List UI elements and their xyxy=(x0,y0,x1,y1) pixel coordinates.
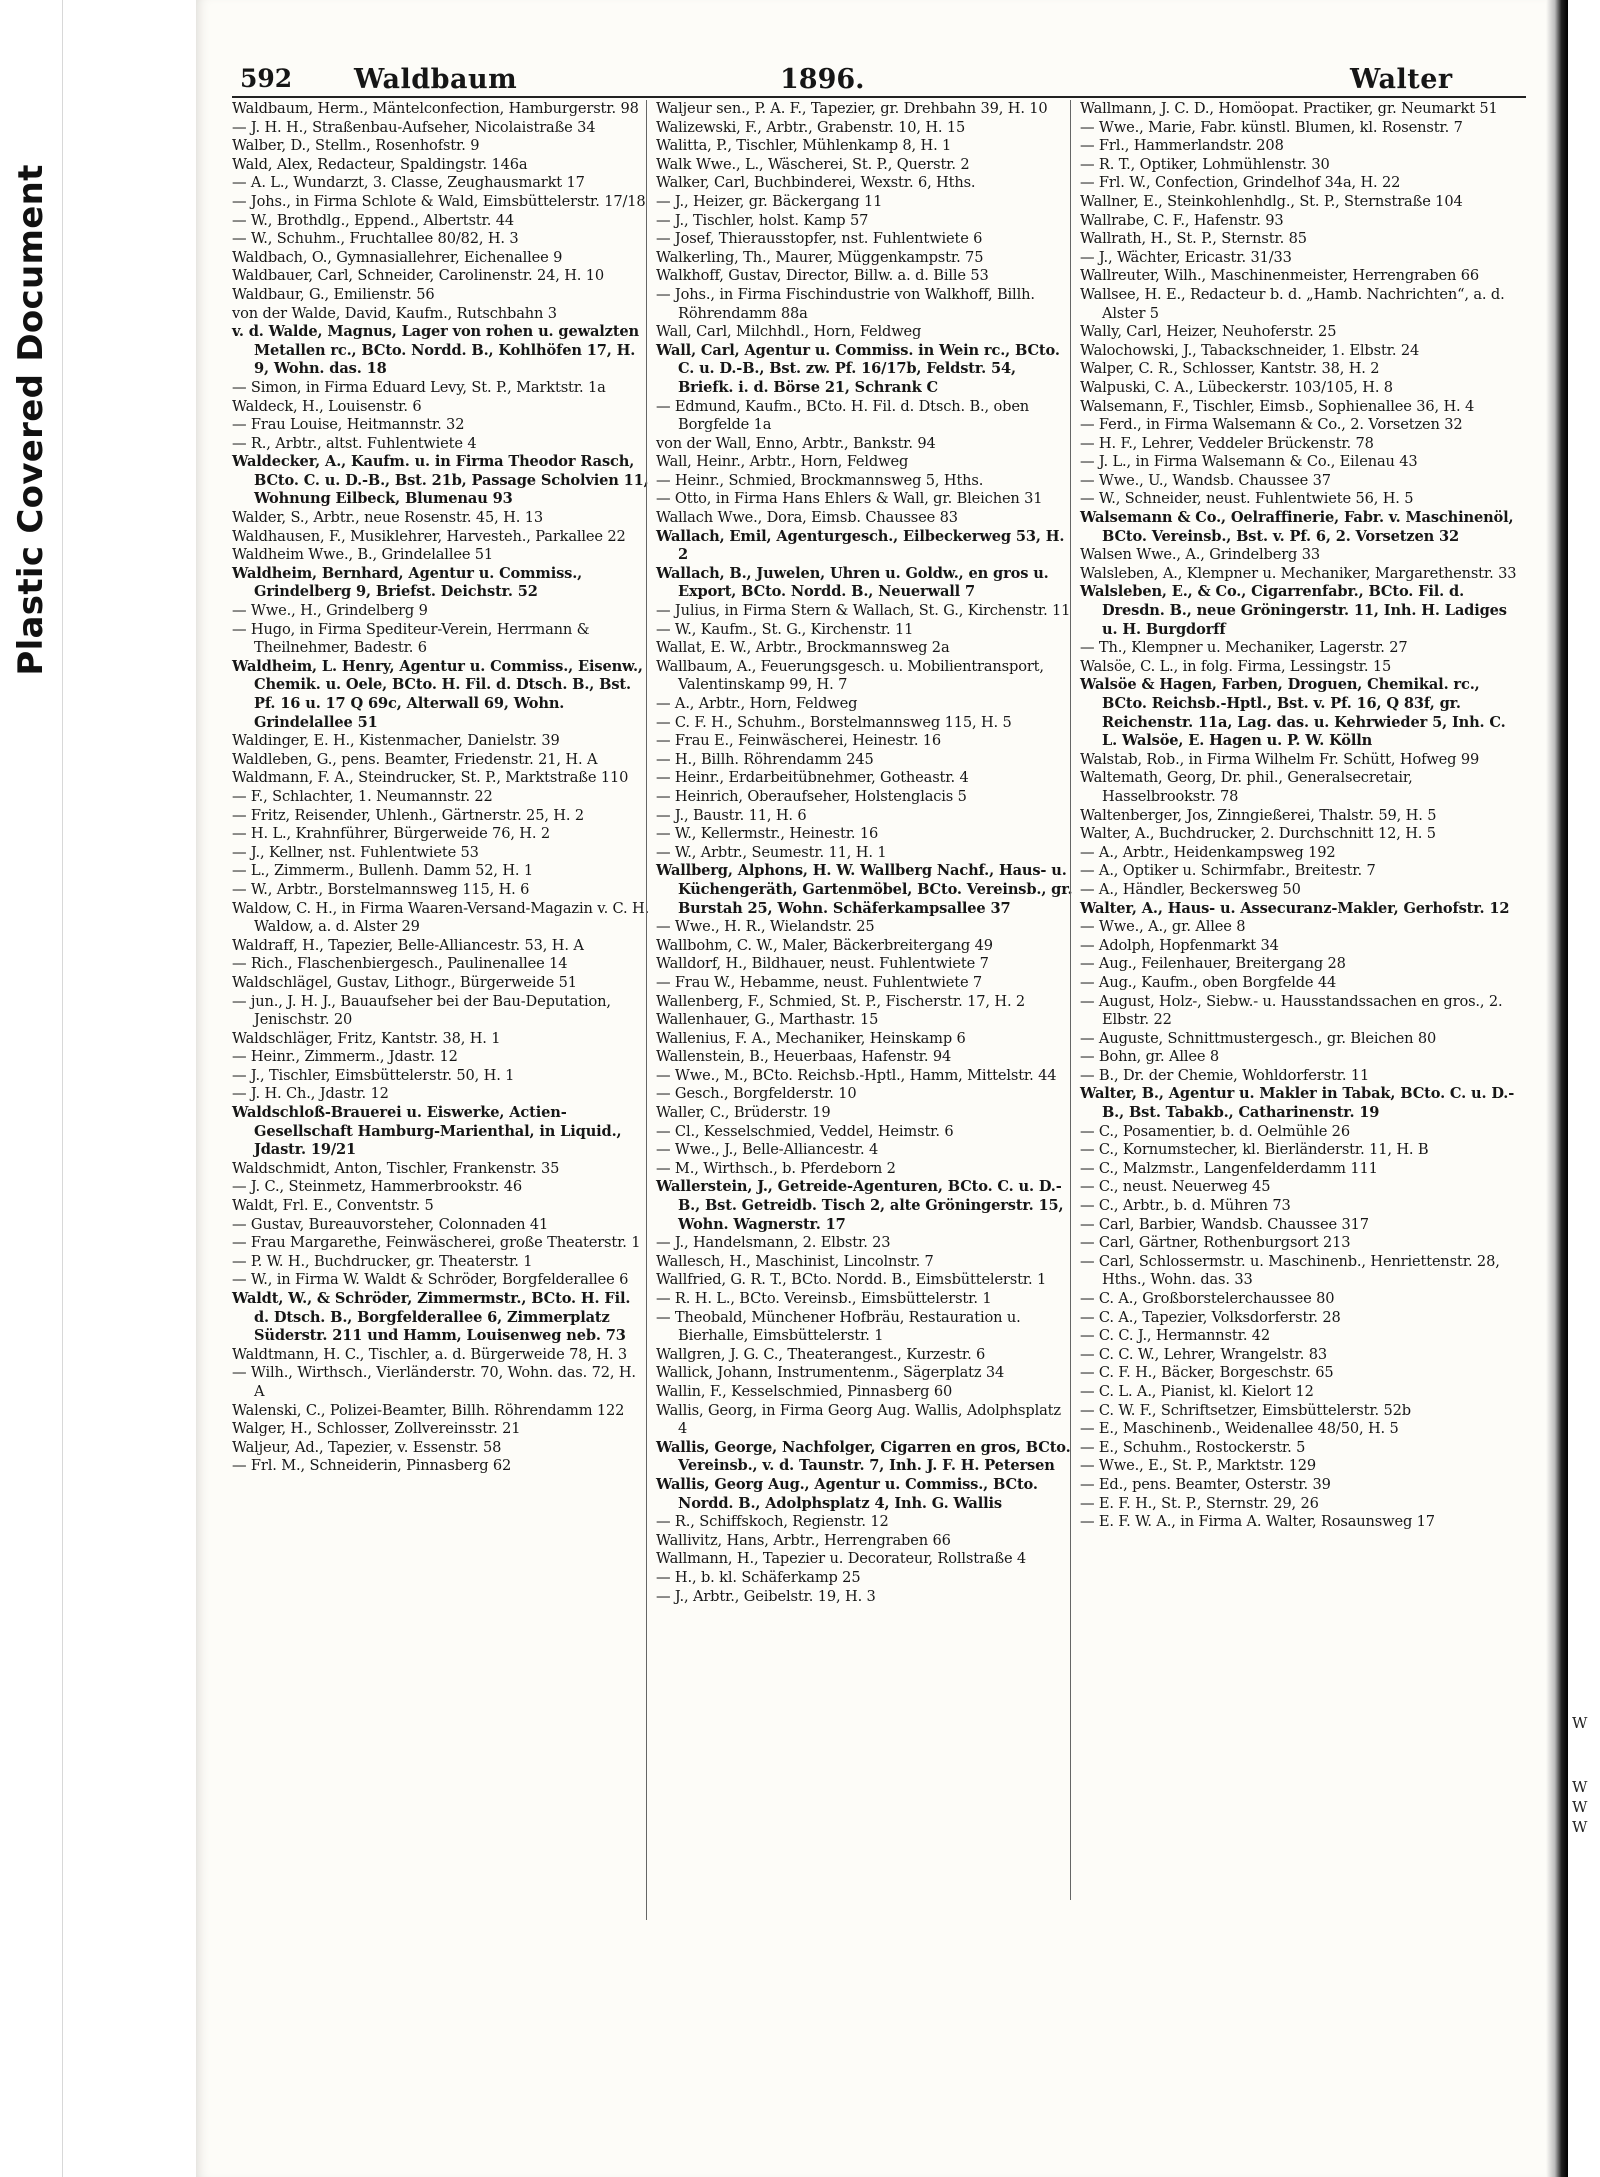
directory-entry: Wallin, F., Kesselschmied, Pinnasberg 60 xyxy=(656,1382,953,1400)
column-divider xyxy=(646,100,647,1920)
directory-entry: Waldschloß-Brauerei u. Eiswerke, Actien-Gesellschaft Hamburg-Marienthal, in Liquid., Jdastr. 19/21 xyxy=(232,1104,622,1159)
directory-entry: — C., Posamentier, b. d. Oelmühle 26 xyxy=(1080,1122,1350,1140)
side-label: Plastic Covered Document xyxy=(11,164,51,676)
directory-entry: Walsemann, F., Tischler, Eimsb., Sophienallee 36, H. 4 xyxy=(1080,397,1475,415)
directory-entry: — Hugo, in Firma Spediteur-Verein, Herrmann & Theilnehmer, Badestr. 6 xyxy=(232,620,590,657)
directory-entry: Waldbaum, Herm., Mäntelconfection, Hamburgerstr. 98 xyxy=(232,100,639,117)
directory-entry: — H., b. kl. Schäferkamp 25 xyxy=(656,1568,861,1586)
facing-page-fragment: W xyxy=(1572,1714,1588,1732)
directory-entry: Wallenberg, F., Schmied, St. P., Fischerstr. 17, H. 2 xyxy=(656,992,1026,1010)
directory-entry: — Aug., Kaufm., oben Borgfelde 44 xyxy=(1080,973,1337,991)
directory-entry: — W., Kaufm., St. G., Kirchenstr. 11 xyxy=(656,620,914,638)
directory-entry: — J., Handelsmann, 2. Elbstr. 23 xyxy=(656,1234,891,1252)
directory-entry: — Bohn, gr. Allee 8 xyxy=(1080,1048,1220,1066)
directory-entry: — H., Billh. Röhrendamm 245 xyxy=(656,750,874,768)
left-catchword: Waldbaum xyxy=(354,64,518,95)
directory-entry: — Heinr., Zimmerm., Jdastr. 12 xyxy=(232,1048,458,1066)
directory-entry: Wald, Alex, Redacteur, Spaldingstr. 146a xyxy=(232,155,528,173)
directory-entry: Waldbach, O., Gymnasiallehrer, Eichenallee 9 xyxy=(232,248,563,266)
directory-entry: — J., Wächter, Ericastr. 31/33 xyxy=(1080,248,1292,266)
directory-entry: — H. L., Krahnführer, Bürgerweide 76, H. 2 xyxy=(232,825,550,843)
directory-entry: Walber, D., Stellm., Rosenhofstr. 9 xyxy=(232,137,480,155)
directory-entry: Walger, H., Schlosser, Zollvereinsstr. 21 xyxy=(232,1420,521,1438)
right-catchword: Walter xyxy=(1350,64,1453,95)
directory-entry: — C., Kornumstecher, kl. Bierländerstr. 11, H. B xyxy=(1080,1141,1429,1159)
directory-entry: — jun., J. H. J., Bauaufseher bei der Bau-Deputation, Jenischstr. 20 xyxy=(232,992,611,1029)
directory-entry: — C., Malzmstr., Langenfelderdamm 111 xyxy=(1080,1159,1378,1177)
directory-entry: — Simon, in Firma Eduard Levy, St. P., Marktstr. 1a xyxy=(232,378,606,396)
directory-entry: Waldheim, Bernhard, Agentur u. Commiss., Grindelberg 9, Briefst. Deichstr. 52 xyxy=(232,564,583,601)
directory-entry: Waldschläger, Fritz, Kantstr. 38, H. 1 xyxy=(232,1029,501,1047)
directory-entry: Wallenius, F. A., Mechaniker, Heinskamp 6 xyxy=(656,1029,966,1047)
directory-entry: — J., Kellner, nst. Fuhlentwiete 53 xyxy=(232,843,479,861)
directory-entry: — Otto, in Firma Hans Ehlers & Wall, gr. Bleichen 31 xyxy=(656,490,1043,508)
directory-entry: — B., Dr. der Chemie, Wohldorferstr. 11 xyxy=(1080,1066,1370,1084)
directory-entry: Wallerstein, J., Getreide-Agenturen, BCto. C. u. D.-B., Bst. Getreidb. Tisch 2, alte Gröningerstr. 15, Wohn. Wagnerstr. 17 xyxy=(656,1178,1064,1233)
directory-entry: Walsemann & Co., Oelraffinerie, Fabr. v. Maschinenöl, BCto. Vereinsb., Bst. v. Pf. 6, 2. Vorsetzen 32 xyxy=(1080,509,1514,545)
directory-entry: — Gustav, Bureauvorsteher, Colonnaden 41 xyxy=(232,1215,549,1233)
directory-entry: — J., Heizer, gr. Bäckergang 11 xyxy=(656,192,883,210)
directory-entry: von der Wall, Enno, Arbtr., Bankstr. 94 xyxy=(656,434,936,452)
directory-entry: — Carl, Barbier, Wandsb. Chaussee 317 xyxy=(1080,1215,1369,1233)
directory-entry: Walochowski, J., Tabackschneider, 1. Elbstr. 24 xyxy=(1080,341,1420,359)
directory-entry: Walk Wwe., L., Wäscherei, St. P., Querstr. 2 xyxy=(656,155,970,173)
directory-entry: — Theobald, Münchener Hofbräu, Restauration u. Bierhalle, Eimsbüttelerstr. 1 xyxy=(656,1308,1021,1345)
directory-entry: — Cl., Kesselschmied, Veddel, Heimstr. 6 xyxy=(656,1122,954,1140)
directory-entry: Walsleben, E., & Co., Cigarrenfabr., BCto. Fil. d. Dresdn. B., neue Gröningerstr. 11, Inh. H. Ladiges u. H. Burgdorff xyxy=(1080,583,1507,638)
scanner-side-strip xyxy=(0,0,63,2177)
directory-entry: Wallick, Johann, Instrumentenm., Sägerplatz 34 xyxy=(656,1364,1005,1382)
directory-entry: Walsöe & Hagen, Farben, Droguen, Chemikal. rc., BCto. Reichsb.-Hptl., Bst. v. Pf. 16, Q 83f, gr. Reichenstr. 11a, Lag. das. u. Kehrwieder 5, Inh. C. L. Walsöe, E. Hagen u. P. W. Kölln xyxy=(1080,676,1506,750)
directory-entry: Wallach, B., Juwelen, Uhren u. Goldw., en gros u. Export, BCto. Nordd. B., Neuerwall 7 xyxy=(656,564,1049,601)
directory-entry: — J., Arbtr., Geibelstr. 19, H. 3 xyxy=(656,1587,876,1605)
directory-entry: — Frau W., Hebamme, neust. Fuhlentwiete 7 xyxy=(656,973,983,991)
directory-entry: — C. A., Tapezier, Volksdorferstr. 28 xyxy=(1080,1308,1341,1326)
directory-entry: Walsleben, A., Klempner u. Mechaniker, Margarethenstr. 33 xyxy=(1080,564,1517,582)
directory-entry: — Adolph, Hopfenmarkt 34 xyxy=(1080,936,1279,954)
directory-entry: Waldecker, A., Kaufm. u. in Firma Theodor Rasch, BCto. C. u. D.-B., Bst. 21b, Passage Scholvien 11, Wohnung Eilbeck, Blumenau 93 xyxy=(232,453,649,508)
directory-entry: — J., Baustr. 11, H. 6 xyxy=(656,806,807,824)
directory-entry: — W., Kellermstr., Heinestr. 16 xyxy=(656,825,879,843)
directory-entry: Walizewski, F., Arbtr., Grabenstr. 10, H. 15 xyxy=(656,118,966,136)
directory-entry: Walstab, Rob., in Firma Wilhelm Fr. Schütt, Hofweg 99 xyxy=(1080,750,1480,768)
directory-entry: Wallsee, H. E., Redacteur b. d. „Hamb. Nachrichten“, a. d. Alster 5 xyxy=(1080,285,1505,322)
directory-entry: Waldschlägel, Gustav, Lithogr., Bürgerweide 51 xyxy=(232,973,577,991)
directory-entry: — Aug., Feilenhauer, Breitergang 28 xyxy=(1080,955,1346,973)
directory-entry: — Ed., pens. Beamter, Osterstr. 39 xyxy=(1080,1475,1331,1493)
directory-entry: — Frl. M., Schneiderin, Pinnasberg 62 xyxy=(232,1457,512,1475)
directory-entry: Wall, Heinr., Arbtr., Horn, Feldweg xyxy=(656,453,909,471)
directory-entry: — Heinrich, Oberaufseher, Holstenglacis 5 xyxy=(656,787,967,805)
directory-entry: — Wwe., M., BCto. Reichsb.-Hptl., Hamm, Mittelstr. 44 xyxy=(656,1066,1057,1084)
directory-entry: — C. F. H., Schuhm., Borstelmannsweg 115, H. 5 xyxy=(656,713,1012,731)
directory-entry: Wallrabe, C. F., Hafenstr. 93 xyxy=(1080,211,1284,229)
directory-entry: — P. W. H., Buchdrucker, gr. Theaterstr. 1 xyxy=(232,1252,533,1270)
directory-entry: Wallbaum, A., Feuerungsgesch. u. Mobilientransport, Valentinskamp 99, H. 7 xyxy=(656,657,1044,694)
directory-entry: — C. C. J., Hermannstr. 42 xyxy=(1080,1327,1271,1345)
directory-entry: Waltemath, Georg, Dr. phil., Generalsecretair, Hasselbrookstr. 78 xyxy=(1080,769,1413,805)
directory-entry: Wallberg, Alphons, H. W. Wallberg Nachf., Haus- u. Küchengeräth, Gartenmöbel, BCto. Vereinsb., gr. Burstah 25, Wohn. Schäferkampsallee 37 xyxy=(656,862,1073,917)
directory-entry: Wallach Wwe., Dora, Eimsb. Chaussee 83 xyxy=(656,509,958,527)
directory-entry: Waldow, C. H., in Firma Waaren-Versand-Magazin v. C. H. Waldow, a. d. Alster 29 xyxy=(232,899,650,936)
directory-entry: — Wwe., J., Belle-Alliancestr. 4 xyxy=(656,1141,879,1159)
directory-entry: — W., Arbtr., Seumestr. 11, H. 1 xyxy=(656,843,887,861)
directory-entry: Walkerling, Th., Maurer, Müggenkampstr. 75 xyxy=(656,248,984,266)
directory-entry: Waldmann, F. A., Steindrucker, St. P., Marktstraße 110 xyxy=(232,769,629,787)
directory-entry: — W., Schneider, neust. Fuhlentwiete 56, H. 5 xyxy=(1080,490,1414,508)
directory-entry: Walker, Carl, Buchbinderei, Wexstr. 6, Hths. xyxy=(656,174,976,192)
directory-entry: — August, Holz-, Siebw.- u. Hausstandssachen en gros., 2. Elbstr. 22 xyxy=(1080,992,1503,1029)
directory-entry: — R., Arbtr., altst. Fuhlentwiete 4 xyxy=(232,434,477,452)
directory-entry: — Wwe., U., Wandsb. Chaussee 37 xyxy=(1080,471,1331,489)
directory-entry: — Carl, Schlossermstr. u. Maschinenb., Henriettenstr. 28, Hths., Wohn. das. 33 xyxy=(1080,1252,1500,1289)
facing-page-fragment: W xyxy=(1572,1798,1588,1816)
directory-entry: Walder, S., Arbtr., neue Rosenstr. 45, H. 13 xyxy=(232,509,543,527)
directory-entry: — Heinr., Erdarbeitübnehmer, Gotheastr. 4 xyxy=(656,769,969,787)
directory-entry: Wallmann, J. C. D., Homöopat. Practiker, gr. Neumarkt 51 xyxy=(1080,100,1498,117)
directory-entry: Wallreuter, Wilh., Maschinenmeister, Herrengraben 66 xyxy=(1080,267,1480,285)
directory-entry: v. d. Walde, Magnus, Lager von rohen u. gewalzten Metallen rc., BCto. Nordd. B., Kohlhöfen 17, H. 9, Wohn. das. 18 xyxy=(232,323,640,378)
directory-entry: Wallenhauer, G., Marthastr. 15 xyxy=(656,1011,879,1029)
directory-entry: — E., Schuhm., Rostockerstr. 5 xyxy=(1080,1438,1306,1456)
directory-column-2 xyxy=(656,100,1074,1606)
directory-entry: Wall, Carl, Agentur u. Commiss. in Wein rc., BCto. C. u. D.-B., Bst. zw. Pf. 16/17b, Feldstr. 54, Briefk. i. d. Börse 21, Schrank C xyxy=(656,341,1060,396)
directory-entry: Wallat, E. W., Arbtr., Brockmannsweg 2a xyxy=(656,639,950,657)
directory-entry: — Frau Louise, Heitmannstr. 32 xyxy=(232,416,465,434)
directory-entry: von der Walde, David, Kaufm., Rutschbahn 3 xyxy=(232,304,557,322)
facing-page-fragment: W xyxy=(1572,1778,1588,1796)
directory-entry: — A., Händler, Beckersweg 50 xyxy=(1080,880,1301,898)
directory-entry: — R., Schiffskoch, Regienstr. 12 xyxy=(656,1513,889,1531)
directory-entry: — E. F. W. A., in Firma A. Walter, Rosaunsweg 17 xyxy=(1080,1513,1435,1531)
directory-entry: Wallis, George, Nachfolger, Cigarren en gros, BCto. Vereinsb., v. d. Taunstr. 7, Inh. J. F. H. Petersen xyxy=(656,1438,1071,1475)
directory-entry: — A., Arbtr., Horn, Feldweg xyxy=(656,695,858,712)
header-rule xyxy=(232,96,1526,98)
directory-entry: — Wwe., H., Grindelberg 9 xyxy=(232,602,428,620)
directory-entry: — W., Schuhm., Fruchtallee 80/82, H. 3 xyxy=(232,230,519,248)
directory-entry: Walter, A., Buchdrucker, 2. Durchschnitt 12, H. 5 xyxy=(1080,825,1436,843)
directory-entry: — J. L., in Firma Walsemann & Co., Eilenau 43 xyxy=(1080,453,1418,471)
directory-entry: Walter, B., Agentur u. Makler in Tabak, BCto. C. u. D.-B., Bst. Tabakb., Catharinenstr. 19 xyxy=(1080,1085,1515,1122)
directory-entry: — F., Schlachter, 1. Neumannstr. 22 xyxy=(232,787,493,805)
column-divider xyxy=(1070,100,1071,1900)
directory-entry: Waldtmann, H. C., Tischler, a. d. Bürgerweide 78, H. 3 xyxy=(232,1345,628,1363)
directory-entry: — J. C., Steinmetz, Hammerbrookstr. 46 xyxy=(232,1178,522,1196)
directory-entry: Waljeur sen., P. A. F., Tapezier, gr. Drehbahn 39, H. 10 xyxy=(656,100,1048,117)
directory-entry: — C. C. W., Lehrer, Wrangelstr. 83 xyxy=(1080,1345,1327,1363)
directory-entry: Waldbauer, Carl, Schneider, Carolinenstr. 24, H. 10 xyxy=(232,267,605,285)
directory-entry: — J. H. Ch., Jdastr. 12 xyxy=(232,1085,389,1103)
directory-entry: — J., Tischler, holst. Kamp 57 xyxy=(656,211,869,229)
directory-entry: — Wilh., Wirthsch., Vierländerstr. 70, Wohn. das. 72, H. A xyxy=(232,1364,636,1400)
directory-entry: Waldeck, H., Louisenstr. 6 xyxy=(232,397,422,415)
directory-entry: — R. H. L., BCto. Vereinsb., Eimsbüttelerstr. 1 xyxy=(656,1290,992,1307)
directory-entry: — Th., Klempner u. Mechaniker, Lagerstr. 27 xyxy=(1080,639,1408,657)
directory-entry: — Frl. W., Confection, Grindelhof 34a, H. 22 xyxy=(1080,174,1401,192)
directory-entry: — J. H. H., Straßenbau-Aufseher, Nicolaistraße 34 xyxy=(232,118,596,136)
directory-entry: Walkhoff, Gustav, Director, Billw. a. d. Bille 53 xyxy=(656,267,989,285)
directory-entry: Wallgren, J. G. C., Theaterangest., Kurzestr. 6 xyxy=(656,1345,986,1363)
directory-entry: Waltenberger, Jos, Zinngießerei, Thalstr. 59, H. 5 xyxy=(1080,806,1437,824)
directory-entry: — Gesch., Borgfelderstr. 10 xyxy=(656,1085,857,1103)
page-number: 592 xyxy=(240,64,293,93)
directory-entry: Walter, A., Haus- u. Assecuranz-Makler, Gerhofstr. 12 xyxy=(1080,899,1510,917)
directory-entry: — J., Tischler, Eimsbüttelerstr. 50, H. 1 xyxy=(232,1066,515,1084)
directory-entry: — E. F. H., St. P., Sternstr. 29, 26 xyxy=(1080,1494,1319,1512)
directory-entry: Waldt, W., & Schröder, Zimmermstr., BCto. H. Fil. d. Dtsch. B., Borgfelderallee 6, Zimmerplatz Süderstr. 211 und Hamm, Louisenweg neb. 73 xyxy=(232,1290,631,1345)
book-gutter xyxy=(1546,0,1568,2177)
running-header xyxy=(232,58,1526,98)
directory-entry: — E., Maschinenb., Weidenallee 48/50, H. 5 xyxy=(1080,1420,1399,1438)
directory-entry: — Rich., Flaschenbiergesch., Paulinenallee 14 xyxy=(232,955,568,973)
directory-entry: Wall, Carl, Milchhdl., Horn, Feldweg xyxy=(656,323,922,341)
directory-entry: — A. L., Wundarzt, 3. Classe, Zeughausmarkt 17 xyxy=(232,174,585,192)
directory-entry: — Edmund, Kaufm., BCto. H. Fil. d. Dtsch. B., oben Borgfelde 1a xyxy=(656,397,1030,434)
directory-entry: Waldheim Wwe., B., Grindelallee 51 xyxy=(232,546,494,564)
directory-entry: — L., Zimmerm., Bullenh. Damm 52, H. 1 xyxy=(232,862,534,880)
directory-entry: Wallner, E., Steinkohlenhdlg., St. P., Sternstraße 104 xyxy=(1080,192,1463,210)
directory-entry: Waller, C., Brüderstr. 19 xyxy=(656,1104,831,1122)
directory-entry: — Johs., in Firma Schlote & Wald, Eimsbüttelerstr. 17/18 xyxy=(232,192,646,210)
directory-entry: — Heinr., Schmied, Brockmannsweg 5, Hths. xyxy=(656,471,984,489)
directory-entry: Walsöe, C. L., in folg. Firma, Lessingstr. 15 xyxy=(1080,657,1392,675)
directory-entry: — C. W. F., Schriftsetzer, Eimsbüttelerstr. 52b xyxy=(1080,1401,1411,1419)
directory-entry: Wallfried, G. R. T., BCto. Nordd. B., Eimsbüttelerstr. 1 xyxy=(656,1271,1047,1289)
directory-entry: — C., neust. Neuerweg 45 xyxy=(1080,1178,1271,1196)
directory-entry: Waldhausen, F., Musiklehrer, Harvesteh., Parkallee 22 xyxy=(232,527,626,545)
directory-entry: Waldschmidt, Anton, Tischler, Frankenstr. 35 xyxy=(232,1159,560,1177)
directory-entry: — C. F. H., Bäcker, Borgeschstr. 65 xyxy=(1080,1364,1334,1382)
directory-entry: Walper, C. R., Schlosser, Kantstr. 38, H. 2 xyxy=(1080,360,1380,378)
directory-entry: — R. T., Optiker, Lohmühlenstr. 30 xyxy=(1080,155,1330,173)
directory-entry: Wallenstein, B., Heuerbaas, Hafenstr. 94 xyxy=(656,1048,952,1066)
directory-entry: Walenski, C., Polizei-Beamter, Billh. Röhrendamm 122 xyxy=(232,1401,625,1419)
directory-entry: — C., Arbtr., b. d. Mühren 73 xyxy=(1080,1197,1291,1215)
directory-entry: Walsen Wwe., A., Grindelberg 33 xyxy=(1080,546,1320,564)
directory-entry: Wallmann, H., Tapezier u. Decorateur, Rollstraße 4 xyxy=(656,1550,1027,1568)
directory-entry: — Fritz, Reisender, Uhlenh., Gärtnerstr. 25, H. 2 xyxy=(232,806,584,824)
directory-entry: — M., Wirthsch., b. Pferdeborn 2 xyxy=(656,1159,896,1177)
directory-column-1 xyxy=(232,100,650,1476)
directory-entry: Walitta, P., Tischler, Mühlenkamp 8, H. 1 xyxy=(656,137,952,155)
directory-entry: — Frl., Hammerlandstr. 208 xyxy=(1080,137,1284,155)
directory-entry: — A., Optiker u. Schirmfabr., Breitestr. 7 xyxy=(1080,862,1376,880)
directory-entry: Waldheim, L. Henry, Agentur u. Commiss., Eisenw., Chemik. u. Oele, BCto. H. Fil. d. Dtsch. B., Bst. Pf. 16 u. 17 Q 69c, Alterwall 69, Wohn. Grindelallee 51 xyxy=(232,657,643,731)
directory-entry: Wally, Carl, Heizer, Neuhoferstr. 25 xyxy=(1080,323,1337,341)
directory-entry: — Wwe., A., gr. Allee 8 xyxy=(1080,918,1246,936)
directory-entry: — C. L. A., Pianist, kl. Kielort 12 xyxy=(1080,1382,1314,1400)
directory-entry: — W., Brothdlg., Eppend., Albertstr. 44 xyxy=(232,211,514,229)
directory-entry: Wallis, Georg Aug., Agentur u. Commiss., BCto. Nordd. B., Adolphsplatz 4, Inh. G. Wallis xyxy=(656,1475,1038,1512)
directory-entry: — Auguste, Schnittmustergesch., gr. Bleichen 80 xyxy=(1080,1029,1437,1047)
directory-entry: Waldraff, H., Tapezier, Belle-Alliancestr. 53, H. A xyxy=(232,936,584,954)
directory-entry: — H. F., Lehrer, Veddeler Brückenstr. 78 xyxy=(1080,434,1374,452)
directory-entry: Wallach, Emil, Agenturgesch., Eilbeckerweg 53, H. 2 xyxy=(656,527,1065,564)
directory-column-3 xyxy=(1080,100,1520,1532)
facing-page-edge xyxy=(1568,0,1600,2177)
facing-page-fragment: W xyxy=(1572,1818,1588,1836)
directory-entry: Wallbohm, C. W., Maler, Bäckerbreitergang 49 xyxy=(656,936,993,954)
directory-entry: Waldbaur, G., Emilienstr. 56 xyxy=(232,285,435,303)
directory-entry: — Frau E., Feinwäscherei, Heinestr. 16 xyxy=(656,732,942,750)
year-heading: 1896. xyxy=(780,64,865,95)
directory-entry: Walldorf, H., Bildhauer, neust. Fuhlentwiete 7 xyxy=(656,955,989,973)
directory-entry: — W., Arbtr., Borstelmannsweg 115, H. 6 xyxy=(232,880,530,898)
directory-entry: — Wwe., Marie, Fabr. künstl. Blumen, kl. Rosenstr. 7 xyxy=(1080,118,1463,136)
directory-entry: Wallesch, H., Maschinist, Lincolnstr. 7 xyxy=(656,1252,934,1270)
directory-entry: — Wwe., H. R., Wielandstr. 25 xyxy=(656,918,875,936)
directory-entry: — W., in Firma W. Waldt & Schröder, Borgfelderallee 6 xyxy=(232,1271,629,1289)
directory-entry: — Johs., in Firma Fischindustrie von Walkhoff, Billh. Röhrendamm 88a xyxy=(656,285,1035,322)
directory-entry: — Ferd., in Firma Walsemann & Co., 2. Vorsetzen 32 xyxy=(1080,416,1463,434)
directory-entry: Wallis, Georg, in Firma Georg Aug. Wallis, Adolphsplatz 4 xyxy=(656,1401,1061,1438)
directory-entry: — Julius, in Firma Stern & Wallach, St. G., Kirchenstr. 11 xyxy=(656,602,1071,620)
directory-entry: Waljeur, Ad., Tapezier, v. Essenstr. 58 xyxy=(232,1438,502,1456)
directory-entry: Waldinger, E. H., Kistenmacher, Danielstr. 39 xyxy=(232,732,560,750)
directory-entry: Walpuski, C. A., Lübeckerstr. 103/105, H. 8 xyxy=(1080,378,1393,396)
directory-entry: — C. A., Großborstelerchaussee 80 xyxy=(1080,1290,1335,1307)
directory-entry: Wallivitz, Hans, Arbtr., Herrengraben 66 xyxy=(656,1531,951,1549)
directory-entry: Waldt, Frl. E., Conventstr. 5 xyxy=(232,1197,434,1215)
directory-entry: — Josef, Thierausstopfer, nst. Fuhlentwiete 6 xyxy=(656,230,983,248)
directory-entry: Waldleben, G., pens. Beamter, Friedenstr. 21, H. A xyxy=(232,750,598,768)
directory-entry: — Frau Margarethe, Feinwäscherei, große Theaterstr. 1 xyxy=(232,1234,641,1252)
directory-entry: — Carl, Gärtner, Rothenburgsort 213 xyxy=(1080,1234,1351,1252)
directory-entry: Wallrath, H., St. P., Sternstr. 85 xyxy=(1080,230,1307,248)
directory-entry: — Wwe., E., St. P., Marktstr. 129 xyxy=(1080,1457,1317,1475)
directory-entry: — A., Arbtr., Heidenkampsweg 192 xyxy=(1080,843,1336,861)
